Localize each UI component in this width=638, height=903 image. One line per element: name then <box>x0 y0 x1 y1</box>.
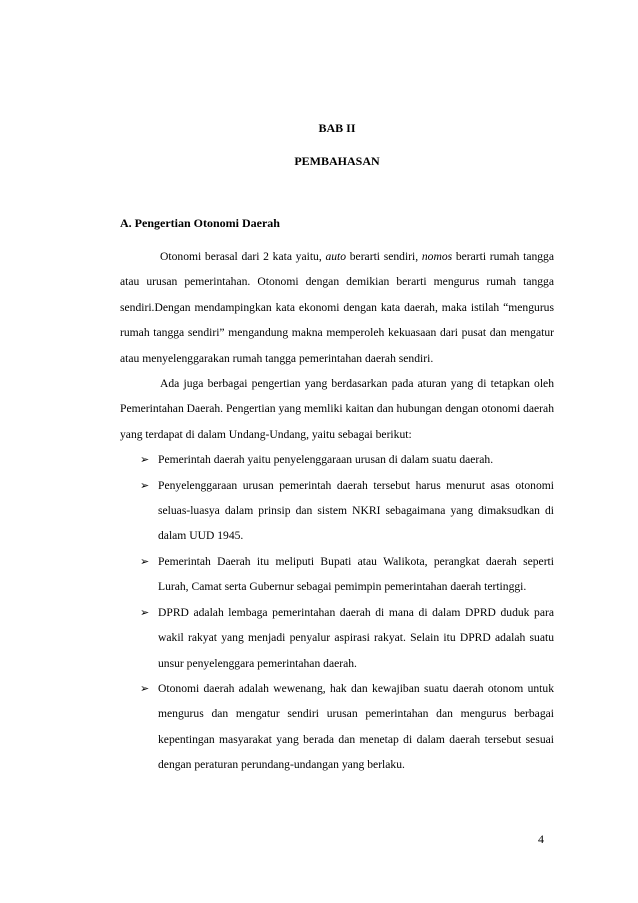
paragraph-1 <box>120 244 554 371</box>
list-item <box>120 600 554 676</box>
list-item-text: Otonomi daerah adalah wewenang, hak dan kewajiban suatu daerah otonom untuk mengurus dan mengatur sendiri urusan pemerintahan dan mengurus berbagai kepentingan masyarakat yang berada dan menetap di dalam daerah tersebut sesuai dengan peraturan perundang-undangan yang berlaku. <box>158 681 554 772</box>
list-item <box>120 473 554 549</box>
arrow-bullet-icon: ➢ <box>140 681 150 695</box>
chapter-title: PEMBAHASAN <box>294 154 380 168</box>
list-item-text: Penyelenggaraan urusan pemerintah daerah tersebut harus menurut asas otonomi seluas-luasya dalam prinsip dan sistem NKRI sebagaimana yang dimaksudkan di dalam UUD 1945. <box>158 478 554 543</box>
paragraph-1-part-c: berarti rumah tangga atau urusan pemerintahan. Otonomi dengan demikian berarti mengurus rumah tangga sendiri.Dengan mendampingkan kata ekonomi dengan kata daerah, maka istilah “mengurus rumah tangga sendiri” mengandung makna memperoleh kekuasaan dari pusat dan mengatur atau menyelenggarakan rumah tangga pemerintahan daerah sendiri. <box>120 250 554 365</box>
list-item <box>120 676 554 778</box>
paragraph-1-part-b: berarti sendiri, <box>346 250 422 263</box>
term-auto: auto <box>325 250 347 263</box>
list-item-text: Pemerintah Daerah itu meliputi Bupati atau Walikota, perangkat daerah seperti Lurah, Camat serta Gubernur sebagai pemimpin pemerintahan daerah tertinggi. <box>158 554 554 594</box>
section-heading: A. Pengertian Otonomi Daerah <box>120 216 280 230</box>
list-item-text: Pemerintah daerah yaitu penyelenggaraan urusan di dalam suatu daerah. <box>158 453 494 467</box>
body-text <box>120 244 554 778</box>
term-nomos: nomos <box>421 250 453 263</box>
list-item-text: DPRD adalah lembaga pemerintahan daerah di mana di dalam DPRD duduk para wakil rakyat yang menjadi penyalur aspirasi rakyat. Selain itu DPRD adalah suatu unsur penyelenggara pemerintahan daerah. <box>158 605 554 670</box>
list-item <box>120 549 554 600</box>
paragraph-2: Ada juga berbagai pengertian yang berdasarkan pada aturan yang di tetapkan oleh Pemerintahan Daerah. Pengertian yang memliki kaitan dan hubungan dengan otonomi daerah yang terdapat di dalam Undang-Undang, yaitu sebagai berikut: <box>120 377 554 441</box>
arrow-bullet-icon: ➢ <box>140 554 150 568</box>
chapter-number: BAB II <box>318 121 356 135</box>
definition-list <box>120 447 554 777</box>
arrow-bullet-icon: ➢ <box>140 478 150 492</box>
page-number: 4 <box>538 832 544 846</box>
paragraph-1-part-a: Otonomi berasal dari 2 kata yaitu, <box>160 250 326 263</box>
arrow-bullet-icon: ➢ <box>140 605 150 619</box>
arrow-bullet-icon: ➢ <box>140 453 150 467</box>
list-item <box>120 447 554 472</box>
